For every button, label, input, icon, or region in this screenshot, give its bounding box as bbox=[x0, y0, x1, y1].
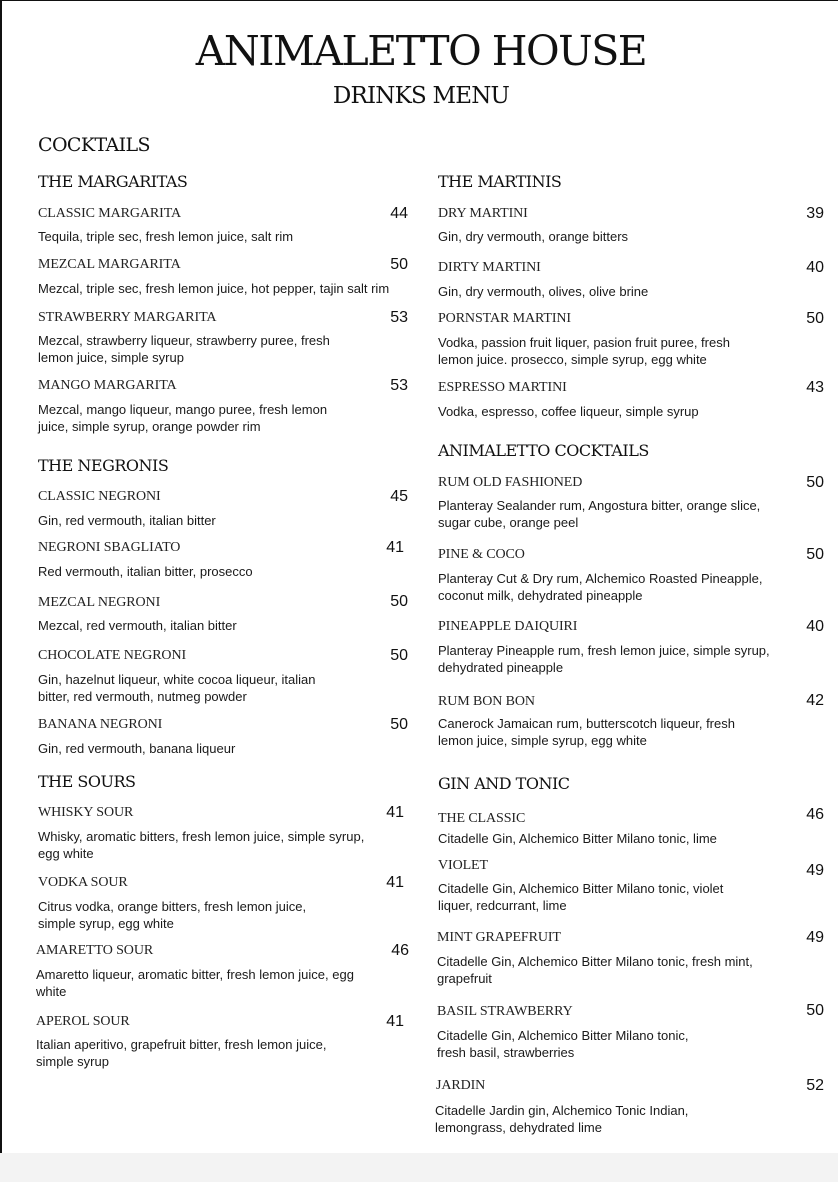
item-name: ESPRESSO MARTINI bbox=[438, 380, 567, 395]
item-description: Citadelle Gin, Alchemico Bitter Milano tonic, violet liquer, redcurrant, lime bbox=[438, 881, 724, 913]
item-price: 41 bbox=[386, 874, 404, 891]
group-title-margaritas: THE MARGARITAS bbox=[38, 172, 188, 191]
item-price: 53 bbox=[390, 377, 408, 394]
item-price: 40 bbox=[806, 618, 824, 635]
item-price: 50 bbox=[390, 716, 408, 733]
item-price: 46 bbox=[806, 806, 824, 823]
item-name: CLASSIC MARGARITA bbox=[38, 206, 182, 221]
item-price: 39 bbox=[806, 205, 824, 222]
item-description: Amaretto liqueur, aromatic bitter, fresh lemon juice, egg white bbox=[36, 967, 354, 999]
item-price: 43 bbox=[806, 379, 824, 396]
item-price: 50 bbox=[806, 474, 824, 491]
item-price: 41 bbox=[386, 804, 404, 821]
item-price: 45 bbox=[390, 488, 408, 505]
item-description: Vodka, espresso, coffee liqueur, simple syrup bbox=[438, 404, 699, 419]
item-name: MEZCAL MARGARITA bbox=[38, 257, 181, 272]
item-description: Vodka, passion fruit liquer, pasion fruit puree, fresh lemon juice. prosecco, simple syrup, egg white bbox=[438, 335, 730, 367]
item-description: Gin, red vermouth, banana liqueur bbox=[38, 741, 236, 756]
item-price: 53 bbox=[390, 309, 408, 326]
item-description: Planteray Pineapple rum, fresh lemon juice, simple syrup, dehydrated pineapple bbox=[438, 643, 770, 675]
item-name: DRY MARTINI bbox=[438, 206, 528, 221]
group-title-animaletto-cocktails: ANIMALETTO COCKTAILS bbox=[438, 441, 649, 460]
item-description: Citadelle Gin, Alchemico Bitter Milano tonic, fresh mint, grapefruit bbox=[437, 954, 753, 986]
page-bottom-margin bbox=[0, 1153, 838, 1182]
group-title-negronis: THE NEGRONIS bbox=[38, 456, 169, 475]
item-name: DIRTY MARTINI bbox=[438, 260, 541, 275]
page-title: ANIMALETTO HOUSE bbox=[195, 27, 647, 75]
item-price: 42 bbox=[806, 692, 824, 709]
item-price: 49 bbox=[806, 862, 824, 879]
item-description: Citadelle Gin, Alchemico Bitter Milano tonic, fresh basil, strawberries bbox=[437, 1028, 689, 1060]
item-name: NEGRONI SBAGLIATO bbox=[38, 540, 181, 555]
item-name: BASIL STRAWBERRY bbox=[437, 1004, 573, 1019]
item-price: 40 bbox=[806, 259, 824, 276]
item-price: 50 bbox=[390, 593, 408, 610]
item-name: MEZCAL NEGRONI bbox=[38, 595, 161, 610]
item-description: Planteray Sealander rum, Angostura bitter, orange slice, sugar cube, orange peel bbox=[438, 498, 761, 530]
item-name: MINT GRAPEFRUIT bbox=[437, 930, 561, 945]
item-name: APEROL SOUR bbox=[36, 1014, 130, 1029]
item-description: Whisky, aromatic bitters, fresh lemon juice, simple syrup, egg white bbox=[38, 829, 365, 861]
item-name: PINEAPPLE DAIQUIRI bbox=[438, 619, 578, 634]
item-name: RUM BON BON bbox=[438, 694, 535, 709]
section-title-cocktails: COCKTAILS bbox=[38, 134, 150, 156]
item-price: 44 bbox=[390, 205, 408, 222]
item-description: Gin, hazelnut liqueur, white cocoa liqueur, italian bitter, red vermouth, nutmeg powder bbox=[38, 672, 316, 704]
item-name: PINE & COCO bbox=[438, 547, 525, 562]
item-price: 41 bbox=[386, 1013, 404, 1030]
item-price: 49 bbox=[806, 929, 824, 946]
item-description: Gin, red vermouth, italian bitter bbox=[38, 513, 216, 528]
item-name: CLASSIC NEGRONI bbox=[38, 489, 161, 504]
item-price: 41 bbox=[386, 539, 404, 556]
item-price: 50 bbox=[806, 310, 824, 327]
item-name: BANANA NEGRONI bbox=[38, 717, 163, 732]
item-description: Citrus vodka, orange bitters, fresh lemon juice, simple syrup, egg white bbox=[38, 899, 307, 931]
item-price: 52 bbox=[806, 1077, 824, 1094]
item-description: Red vermouth, italian bitter, prosecco bbox=[38, 564, 253, 579]
item-price: 50 bbox=[806, 1002, 824, 1019]
item-name: AMARETTO SOUR bbox=[36, 943, 154, 958]
item-description: Citadelle Gin, Alchemico Bitter Milano tonic, lime bbox=[438, 831, 717, 846]
item-price: 46 bbox=[391, 942, 409, 959]
item-price: 50 bbox=[390, 647, 408, 664]
page-subtitle: DRINKS MENU bbox=[332, 83, 510, 109]
item-description: Citadelle Jardin gin, Alchemico Tonic Indian, lemongrass, dehydrated lime bbox=[435, 1103, 689, 1135]
item-price: 50 bbox=[390, 256, 408, 273]
item-name: CHOCOLATE NEGRONI bbox=[38, 648, 187, 663]
group-title-gin-and-tonic: GIN AND TONIC bbox=[438, 774, 570, 793]
item-description: Mezcal, mango liqueur, mango puree, fresh lemon juice, simple syrup, orange powder rim bbox=[38, 402, 328, 434]
item-description: Planteray Cut & Dry rum, Alchemico Roasted Pineapple, coconut milk, dehydrated pineapple bbox=[438, 571, 763, 603]
item-name: THE CLASSIC bbox=[438, 811, 526, 826]
item-name: WHISKY SOUR bbox=[38, 805, 134, 820]
item-name: RUM OLD FASHIONED bbox=[438, 475, 583, 490]
item-description: Tequila, triple sec, fresh lemon juice, salt rim bbox=[38, 229, 294, 244]
item-description: Mezcal, red vermouth, italian bitter bbox=[38, 618, 237, 633]
item-name: JARDIN bbox=[436, 1078, 486, 1093]
item-description: Gin, dry vermouth, orange bitters bbox=[438, 229, 629, 244]
item-description: Gin, dry vermouth, olives, olive brine bbox=[438, 284, 649, 299]
item-name: PORNSTAR MARTINI bbox=[438, 311, 571, 326]
item-description: Mezcal, strawberry liqueur, strawberry puree, fresh lemon juice, simple syrup bbox=[38, 333, 330, 365]
group-title-sours: THE SOURS bbox=[38, 772, 136, 791]
item-price: 50 bbox=[806, 546, 824, 563]
item-name: VIOLET bbox=[438, 858, 488, 873]
item-name: STRAWBERRY MARGARITA bbox=[38, 310, 217, 325]
item-name: MANGO MARGARITA bbox=[38, 378, 177, 393]
group-title-martinis: THE MARTINIS bbox=[438, 172, 562, 191]
item-description: Italian aperitivo, grapefruit bitter, fresh lemon juice, simple syrup bbox=[36, 1037, 327, 1069]
item-description: Canerock Jamaican rum, butterscotch liqueur, fresh lemon juice, simple syrup, egg white bbox=[438, 716, 735, 748]
item-description: Mezcal, triple sec, fresh lemon juice, hot pepper, tajin salt rim bbox=[38, 281, 390, 296]
item-name: VODKA SOUR bbox=[38, 875, 128, 890]
